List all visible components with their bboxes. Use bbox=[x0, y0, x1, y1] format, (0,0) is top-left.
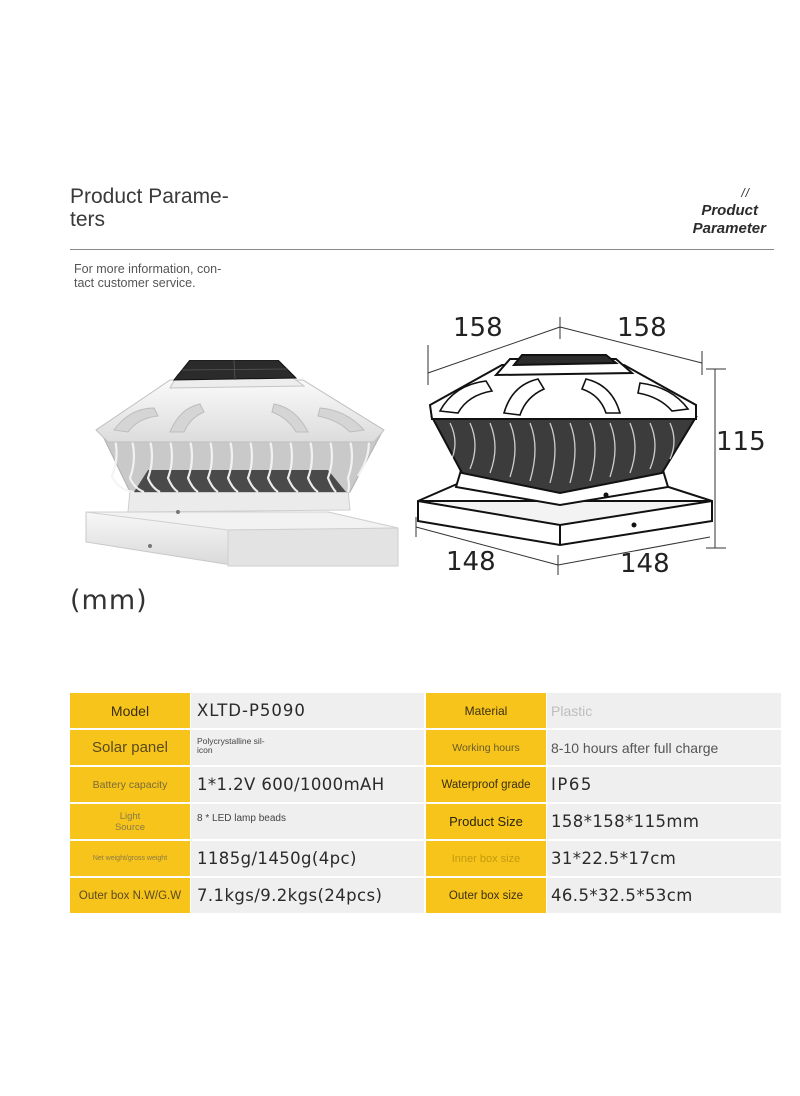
spec-label: Light Source bbox=[70, 804, 190, 839]
unit-label: (mm) bbox=[70, 585, 148, 616]
page-title bbox=[70, 185, 270, 231]
spec-value: 1*1.2V 600/1000mAH bbox=[191, 767, 424, 802]
tag-slashes: // bbox=[741, 186, 750, 200]
spec-label: Outer box size bbox=[426, 878, 546, 913]
tag-line1: Product bbox=[701, 202, 758, 219]
spec-label: Battery capacity bbox=[70, 767, 190, 802]
spec-label: Inner box size bbox=[426, 841, 546, 876]
spec-value: 8-10 hours after full charge bbox=[547, 730, 781, 765]
spec-value: 7.1kgs/9.2kgs(24pcs) bbox=[191, 878, 424, 913]
spec-label: Model bbox=[70, 693, 190, 728]
dim-top-left: 158 bbox=[453, 313, 503, 343]
contact-note bbox=[74, 262, 274, 290]
spec-label: Outer box N.W/G.W bbox=[70, 878, 190, 913]
spec-label: Solar panel bbox=[70, 730, 190, 765]
dim-bottom-right: 148 bbox=[620, 549, 670, 579]
dim-height: 115 bbox=[716, 427, 766, 457]
dim-bottom-left: 148 bbox=[446, 547, 496, 577]
table-row bbox=[70, 730, 781, 765]
table-row bbox=[70, 841, 781, 876]
spec-value: Plastic bbox=[547, 693, 781, 728]
spec-label: Material bbox=[426, 693, 546, 728]
product-photo bbox=[78, 360, 408, 575]
page-title-line1: Product Parame- bbox=[70, 185, 229, 208]
spec-label: Waterproof grade bbox=[426, 767, 546, 802]
table-row bbox=[70, 693, 781, 728]
table-row bbox=[70, 767, 781, 802]
spec-value: 46.5*32.5*53cm bbox=[547, 878, 781, 913]
spec-table bbox=[70, 693, 781, 915]
spec-value: 31*22.5*17cm bbox=[547, 841, 781, 876]
table-row bbox=[70, 804, 781, 839]
contact-note-line2: tact customer service. bbox=[74, 276, 196, 290]
spec-value: IP65 bbox=[547, 767, 781, 802]
spec-label: Working hours bbox=[426, 730, 546, 765]
header-divider bbox=[70, 249, 774, 250]
dim-top-right: 158 bbox=[617, 313, 667, 343]
section-tag bbox=[693, 184, 766, 238]
spec-label: Net weight/gross weight bbox=[70, 841, 190, 876]
spec-value: XLTD-P5090 bbox=[191, 693, 424, 728]
spec-value: 158*158*115mm bbox=[547, 804, 781, 839]
table-row bbox=[70, 878, 781, 913]
page-title-line2: ters bbox=[70, 208, 106, 231]
spec-value: 1185g/1450g(4pc) bbox=[191, 841, 424, 876]
spec-value: Polycrystalline sil- icon bbox=[191, 730, 424, 765]
spec-label: Product Size bbox=[426, 804, 546, 839]
contact-note-line1: For more information, con- bbox=[74, 262, 222, 276]
tag-line2: Parameter bbox=[692, 220, 766, 237]
spec-value: 8 * LED lamp beads bbox=[191, 804, 424, 839]
